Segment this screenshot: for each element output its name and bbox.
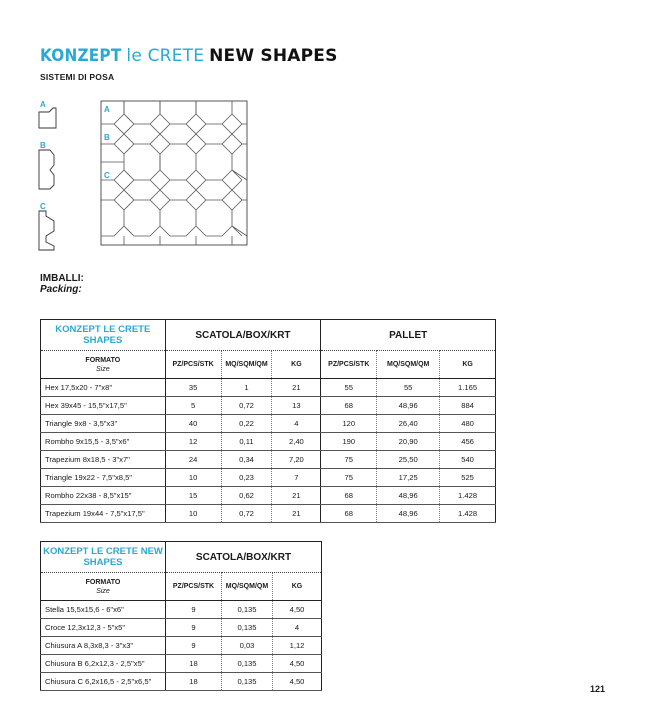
cell-kg: 21 [272, 379, 321, 397]
cell-pmq: 25,50 [377, 451, 440, 469]
cell-pmq: 48,96 [377, 505, 440, 523]
cell-mq: 0,23 [221, 469, 272, 487]
cell-name: Chiusura A 8,3x8,3 - 3"x3" [41, 637, 166, 655]
cell-name: Chiusura B 6,2x12,3 - 2,5"x5" [41, 655, 166, 673]
table-row [41, 469, 496, 487]
packing-table-shapes [40, 319, 496, 523]
page-title [40, 46, 338, 66]
cell-pz: 35 [165, 379, 221, 397]
table-row [41, 619, 322, 637]
cell-kg: 21 [272, 487, 321, 505]
cell-pkg: 480 [440, 415, 496, 433]
cell-ppz: 75 [321, 469, 377, 487]
table1-col-pallet-kg: KG [440, 351, 496, 379]
cell-name: Triangle 9x8 - 3,5"x3" [41, 415, 166, 433]
label-a-grid: A [104, 105, 110, 114]
closure-a-shape [39, 108, 56, 128]
cell-kg: 21 [272, 505, 321, 523]
closure-b-shape [39, 150, 54, 189]
table2-col-kg: KG [273, 573, 322, 601]
label-a-left: A [40, 100, 46, 109]
cell-mq: 0,34 [221, 451, 272, 469]
cell-ppz: 190 [321, 433, 377, 451]
label-b-grid: B [104, 133, 110, 142]
table-row [41, 415, 496, 433]
closure-pieces-diagram [36, 95, 66, 255]
cell-ppz: 75 [321, 451, 377, 469]
cell-pkg: 540 [440, 451, 496, 469]
cell-pz: 18 [166, 655, 222, 673]
table-row [41, 601, 322, 619]
cell-kg: 4 [272, 415, 321, 433]
packing-subtitle: Packing: [40, 284, 82, 295]
table1-col-pz: PZ/PCS/STK [165, 351, 221, 379]
cell-pz: 24 [165, 451, 221, 469]
cell-ppz: 68 [321, 397, 377, 415]
cell-pmq: 55 [377, 379, 440, 397]
cell-name: Rombho 22x38 - 8,5"x15" [41, 487, 166, 505]
packing-title: IMBALLI: [40, 273, 84, 284]
table2-col-pz: PZ/PCS/STK [166, 573, 222, 601]
title-new-shapes: NEW SHAPES [209, 46, 338, 66]
table2-brand: KONZEPT LE CRETE NEW SHAPES [41, 542, 166, 573]
label-c-left: C [40, 202, 46, 211]
table2-col-mq: MQ/SQM/QM [222, 573, 273, 601]
cell-mq: 0,135 [222, 673, 273, 691]
page-number: 121 [590, 684, 606, 694]
cell-mq: 0,03 [222, 637, 273, 655]
cell-pmq: 26,40 [377, 415, 440, 433]
table1-group-box: SCATOLA/BOX/KRT [165, 320, 321, 351]
table-row [41, 451, 496, 469]
cell-kg: 4,50 [273, 673, 322, 691]
cell-pkg: 1.165 [440, 379, 496, 397]
table2-formato-header: FORMATO Size [41, 573, 166, 601]
table-row [41, 379, 496, 397]
packing-table-new-shapes [40, 541, 322, 691]
cell-name: Croce 12,3x12,3 - 5"x5" [41, 619, 166, 637]
cell-ppz: 120 [321, 415, 377, 433]
cell-name: Trapezium 19x44 - 7,5"x17,5" [41, 505, 166, 523]
cell-name: Trapezium 8x18,5 - 3"x7" [41, 451, 166, 469]
label-c-grid: C [104, 171, 110, 180]
cell-pkg: 884 [440, 397, 496, 415]
cell-mq: 0,72 [221, 397, 272, 415]
cell-pz: 15 [165, 487, 221, 505]
cell-pz: 18 [166, 673, 222, 691]
cell-mq: 1 [221, 379, 272, 397]
cell-ppz: 68 [321, 505, 377, 523]
brand-konzept: KONZEPT [40, 46, 122, 66]
table-row [41, 655, 322, 673]
cell-pmq: 20,90 [377, 433, 440, 451]
brand-le-crete: le CRETE [126, 46, 205, 66]
cell-pz: 9 [166, 619, 222, 637]
cell-kg: 1,12 [273, 637, 322, 655]
cell-name: Chiusura C 6,2x16,5 - 2,5"x6,5" [41, 673, 166, 691]
cell-name: Hex 39x45 - 15,5"x17,5" [41, 397, 166, 415]
cell-kg: 4 [273, 619, 322, 637]
cell-kg: 7,20 [272, 451, 321, 469]
cell-pmq: 17,25 [377, 469, 440, 487]
cell-mq: 0,135 [222, 655, 273, 673]
table-row [41, 637, 322, 655]
cell-name: Stella 15,5x15,6 - 6"x6" [41, 601, 166, 619]
table2-group-box: SCATOLA/BOX/KRT [166, 542, 322, 573]
table-row [41, 673, 322, 691]
table-row [41, 433, 496, 451]
cell-pkg: 456 [440, 433, 496, 451]
cell-pz: 5 [165, 397, 221, 415]
cell-kg: 4,50 [273, 601, 322, 619]
cell-mq: 0,72 [221, 505, 272, 523]
cell-mq: 0,135 [222, 601, 273, 619]
cell-mq: 0,22 [221, 415, 272, 433]
closure-c-shape [39, 211, 54, 250]
cell-kg: 7 [272, 469, 321, 487]
cell-kg: 13 [272, 397, 321, 415]
cell-pz: 10 [165, 469, 221, 487]
section-subtitle: SISTEMI DI POSA [40, 72, 115, 82]
cell-pz: 10 [165, 505, 221, 523]
table-row [41, 505, 496, 523]
table1-col-kg: KG [272, 351, 321, 379]
cell-mq: 0,135 [222, 619, 273, 637]
layout-pattern-diagram [100, 100, 248, 246]
table-row [41, 487, 496, 505]
cell-pz: 12 [165, 433, 221, 451]
cell-mq: 0,62 [221, 487, 272, 505]
cell-pkg: 1.428 [440, 505, 496, 523]
table1-group-pallet: PALLET [321, 320, 496, 351]
cell-name: Hex 17,5x20 - 7"x8" [41, 379, 166, 397]
table1-brand: KONZEPT LE CRETE SHAPES [41, 320, 166, 351]
table1-formato-header: FORMATO Size [41, 351, 166, 379]
cell-kg: 4,50 [273, 655, 322, 673]
cell-pz: 9 [166, 637, 222, 655]
cell-pz: 40 [165, 415, 221, 433]
table-row [41, 397, 496, 415]
cell-pmq: 48,96 [377, 487, 440, 505]
table1-col-mq: MQ/SQM/QM [221, 351, 272, 379]
cell-pz: 9 [166, 601, 222, 619]
cell-pmq: 48,96 [377, 397, 440, 415]
table1-col-pallet-pz: PZ/PCS/STK [321, 351, 377, 379]
cell-ppz: 55 [321, 379, 377, 397]
cell-name: Rombho 9x15,5 - 3,5"x6" [41, 433, 166, 451]
cell-pkg: 525 [440, 469, 496, 487]
packing-heading [40, 273, 84, 295]
cell-mq: 0,11 [221, 433, 272, 451]
cell-pkg: 1.428 [440, 487, 496, 505]
table1-col-pallet-mq: MQ/SQM/QM [377, 351, 440, 379]
cell-kg: 2,40 [272, 433, 321, 451]
label-b-left: B [40, 141, 46, 150]
cell-ppz: 68 [321, 487, 377, 505]
cell-name: Triangle 19x22 - 7,5"x8,5" [41, 469, 166, 487]
